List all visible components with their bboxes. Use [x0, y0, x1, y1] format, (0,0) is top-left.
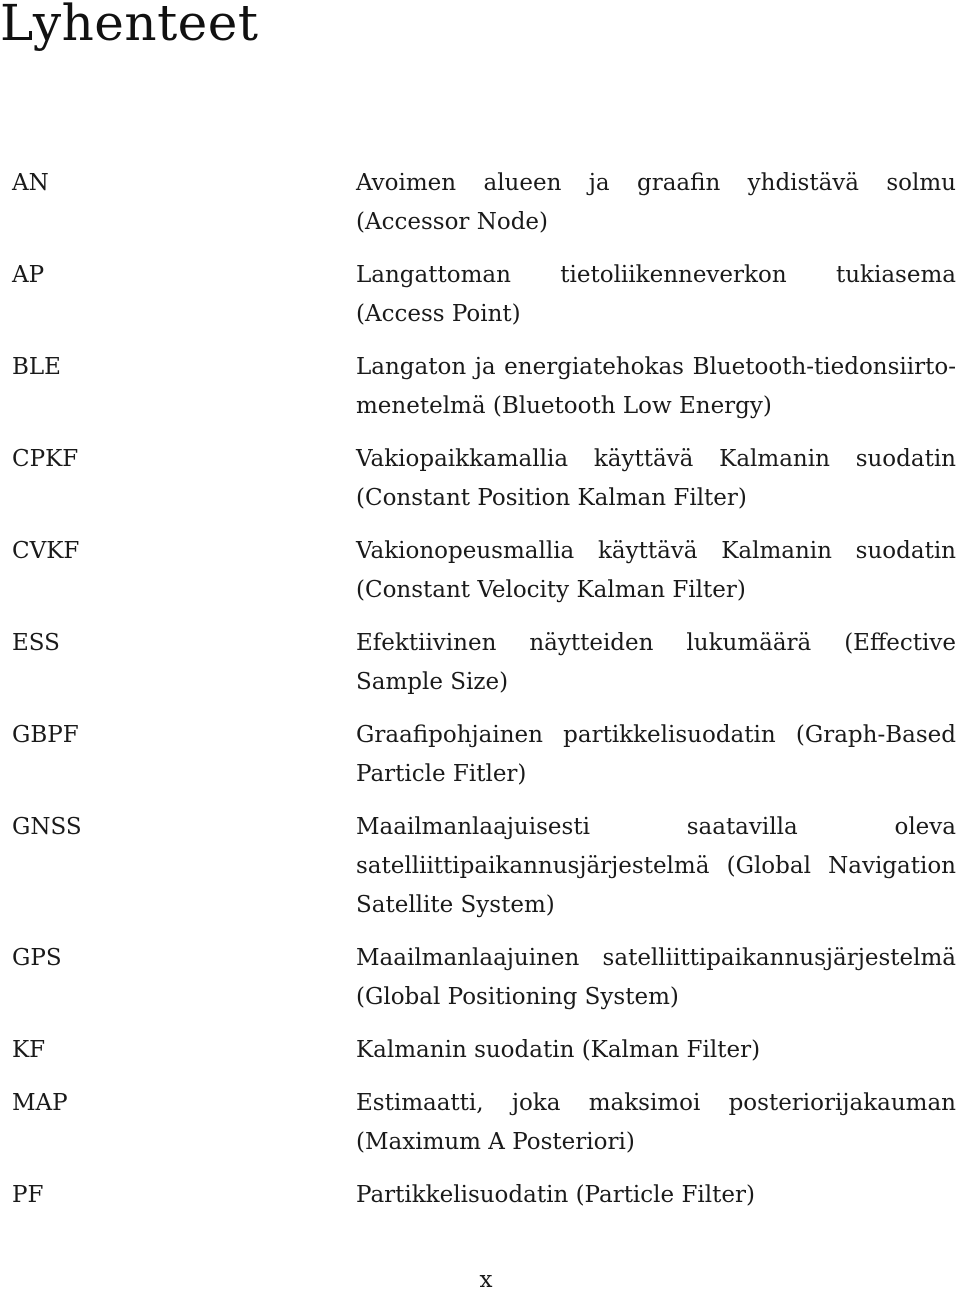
abbreviation-term: BLE [12, 354, 61, 380]
page-number: x [479, 1267, 493, 1293]
abbreviation-term: GPS [12, 945, 62, 971]
list-item [0, 348, 960, 426]
abbreviation-list [0, 164, 960, 1229]
abbreviation-definition: Estimaatti, joka maksimoi posteriorijakauman (Maximum A Posteriori) [356, 1090, 956, 1155]
abbreviation-term: CPKF [12, 446, 79, 472]
abbreviation-term: AP [12, 262, 45, 288]
abbreviation-definition: Efektiivinen näytteiden lukumäärä (Effective Sample Size) [356, 630, 956, 695]
list-item [0, 716, 960, 794]
abbreviation-definition: Langaton ja energiatehokas Bluetooth-tiedonsiirtomenetelmä (Bluetooth Low Energy) [356, 354, 956, 419]
abbreviation-term: CVKF [12, 538, 80, 564]
abbreviation-definition: Vakionopeusmallia käyttävä Kalmanin suodatin (Constant Velocity Kalman Filter) [356, 538, 956, 603]
list-item [0, 1084, 960, 1162]
page-title: Lyhenteet [0, 0, 259, 52]
abbreviation-definition: Partikkelisuodatin (Particle Filter) [356, 1182, 755, 1208]
list-item [0, 624, 960, 702]
abbreviation-term: KF [12, 1037, 46, 1063]
list-item [0, 808, 960, 925]
list-item [0, 440, 960, 518]
abbreviation-term: GBPF [12, 722, 79, 748]
abbreviation-definition: Kalmanin suodatin (Kalman Filter) [356, 1037, 761, 1063]
abbreviation-term: GNSS [12, 814, 82, 840]
abbreviation-term: MAP [12, 1090, 68, 1116]
list-item [0, 532, 960, 610]
abbreviation-term: ESS [12, 630, 60, 656]
list-item [0, 164, 960, 242]
list-item [0, 1031, 960, 1070]
abbreviation-definition: Maailmanlaajuinen satelliittipaikannusjärjestelmä (Global Positioning System) [356, 945, 956, 1010]
list-item [0, 939, 960, 1017]
abbreviation-term: PF [12, 1182, 44, 1208]
abbreviation-term: AN [12, 170, 49, 196]
list-item [0, 256, 960, 334]
abbreviation-definition: Langattoman tietoliikenneverkon tukiasema (Access Point) [356, 262, 956, 327]
abbreviation-definition: Maailmanlaajuisesti saatavilla oleva satelliittipaikannusjärjestelmä (Global Navigation Satellite System) [356, 814, 956, 918]
abbreviation-definition: Graafipohjainen partikkelisuodatin (Graph-Based Particle Fitler) [356, 722, 956, 787]
abbreviation-definition: Avoimen alueen ja graafin yhdistävä solmu (Accessor Node) [356, 170, 956, 235]
abbreviation-definition: Vakiopaikkamallia käyttävä Kalmanin suodatin (Constant Position Kalman Filter) [356, 446, 956, 511]
list-item [0, 1176, 960, 1215]
